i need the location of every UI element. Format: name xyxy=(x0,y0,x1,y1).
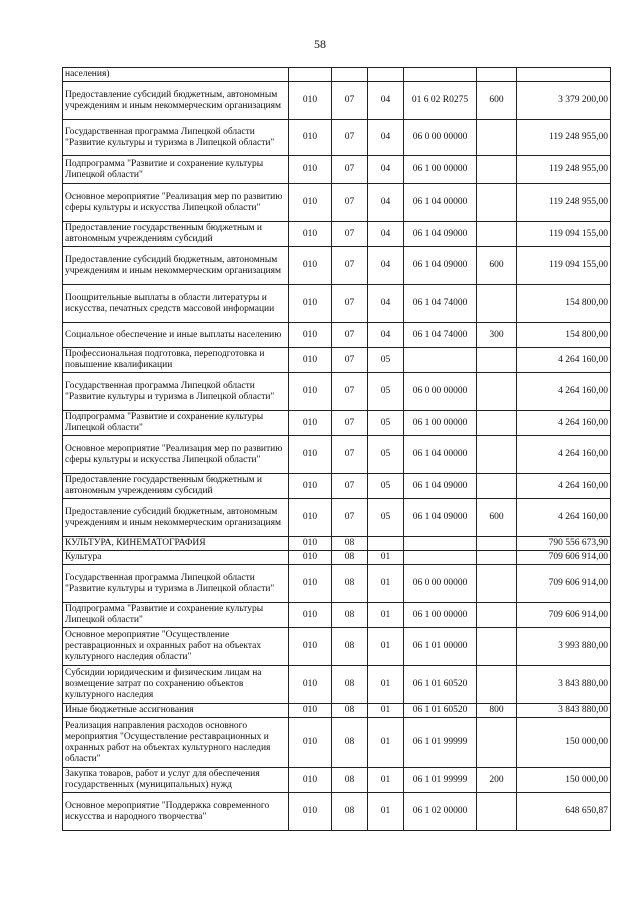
expense-type-cell xyxy=(477,68,517,82)
subsection-code-cell: 05 xyxy=(368,348,404,373)
amount-cell: 154 800,00 xyxy=(517,323,611,348)
amount-cell: 4 264 160,00 xyxy=(517,499,611,537)
item-name-cell: Подпрограмма "Развитие и сохранение культуры Липецкой области" xyxy=(63,156,289,184)
amount-cell: 150 000,00 xyxy=(517,718,611,768)
target-article-cell: 06 0 00 00000 xyxy=(404,565,477,603)
subsection-code-cell xyxy=(368,537,404,551)
subsection-code-cell: 01 xyxy=(368,603,404,628)
subsection-code-cell xyxy=(368,68,404,82)
item-name-cell: Основное мероприятие "Поддержка современного искусства и народного творчества" xyxy=(63,793,289,831)
amount-cell: 3 993 880,00 xyxy=(517,628,611,666)
subsection-code-cell: 01 xyxy=(368,793,404,831)
expense-type-cell xyxy=(477,793,517,831)
expense-type-cell xyxy=(477,184,517,222)
subsection-code-cell: 01 xyxy=(368,551,404,565)
ved-code-cell: 010 xyxy=(289,348,332,373)
subsection-code-cell: 01 xyxy=(368,565,404,603)
section-code-cell: 08 xyxy=(332,768,368,793)
expense-type-cell: 200 xyxy=(477,768,517,793)
table-row xyxy=(63,411,611,436)
expense-type-cell xyxy=(477,411,517,436)
amount-cell xyxy=(517,68,611,82)
target-article-cell: 06 1 04 00000 xyxy=(404,184,477,222)
ved-code-cell: 010 xyxy=(289,718,332,768)
section-code-cell xyxy=(332,68,368,82)
amount-cell: 119 248 955,00 xyxy=(517,156,611,184)
section-code-cell: 08 xyxy=(332,603,368,628)
ved-code-cell: 010 xyxy=(289,565,332,603)
ved-code-cell xyxy=(289,68,332,82)
item-name-cell: Социальное обеспечение и иные выплаты населению xyxy=(63,323,289,348)
expense-type-cell xyxy=(477,551,517,565)
ved-code-cell: 010 xyxy=(289,373,332,411)
subsection-code-cell: 04 xyxy=(368,285,404,323)
item-name-cell: Предоставление государственным бюджетным и автономным учреждениям субсидий xyxy=(63,474,289,499)
amount-cell: 709 606 914,00 xyxy=(517,603,611,628)
target-article-cell: 06 1 02 00000 xyxy=(404,793,477,831)
ved-code-cell: 010 xyxy=(289,704,332,718)
subsection-code-cell: 04 xyxy=(368,156,404,184)
table-row xyxy=(63,348,611,373)
section-code-cell: 08 xyxy=(332,793,368,831)
expense-type-cell xyxy=(477,373,517,411)
amount-cell: 4 264 160,00 xyxy=(517,411,611,436)
section-code-cell: 07 xyxy=(332,156,368,184)
amount-cell: 709 606 914,00 xyxy=(517,565,611,603)
section-code-cell: 08 xyxy=(332,565,368,603)
ved-code-cell: 010 xyxy=(289,411,332,436)
amount-cell: 119 248 955,00 xyxy=(517,184,611,222)
item-name-cell: Поощрительные выплаты в области литературы и искусства, печатных средств массовой информации xyxy=(63,285,289,323)
target-article-cell xyxy=(404,348,477,373)
section-code-cell: 07 xyxy=(332,82,368,120)
target-article-cell xyxy=(404,537,477,551)
section-code-cell: 07 xyxy=(332,222,368,247)
item-name-cell: Основное мероприятие "Реализация мер по развитию сферы культуры и искусства Липецкой области" xyxy=(63,184,289,222)
amount-cell: 4 264 160,00 xyxy=(517,348,611,373)
ved-code-cell: 010 xyxy=(289,436,332,474)
expense-type-cell xyxy=(477,285,517,323)
table-row xyxy=(63,551,611,565)
amount-cell: 648 650,87 xyxy=(517,793,611,831)
ved-code-cell: 010 xyxy=(289,537,332,551)
subsection-code-cell: 05 xyxy=(368,499,404,537)
section-code-cell: 07 xyxy=(332,120,368,156)
table-row xyxy=(63,373,611,411)
item-name-cell: Государственная программа Липецкой области "Развитие культуры и туризма в Липецкой области" xyxy=(63,373,289,411)
table-row xyxy=(63,474,611,499)
table-row xyxy=(63,82,611,120)
page-number: 58 xyxy=(314,37,326,51)
table-row xyxy=(63,603,611,628)
ved-code-cell: 010 xyxy=(289,603,332,628)
ved-code-cell: 010 xyxy=(289,156,332,184)
item-name-cell: Предоставление субсидий бюджетным, автономным учреждениям и иным некоммерческим организациям xyxy=(63,247,289,285)
subsection-code-cell: 04 xyxy=(368,184,404,222)
section-code-cell: 07 xyxy=(332,373,368,411)
item-name-cell: Иные бюджетные ассигнования xyxy=(63,704,289,718)
subsection-code-cell: 01 xyxy=(368,666,404,704)
table-row xyxy=(63,704,611,718)
expense-type-cell xyxy=(477,565,517,603)
table-row xyxy=(63,68,611,82)
expense-type-cell xyxy=(477,436,517,474)
amount-cell: 154 800,00 xyxy=(517,285,611,323)
section-code-cell: 08 xyxy=(332,704,368,718)
section-code-cell: 08 xyxy=(332,666,368,704)
amount-cell: 119 094 155,00 xyxy=(517,247,611,285)
target-article-cell: 06 1 04 09000 xyxy=(404,474,477,499)
budget-table xyxy=(62,67,611,831)
target-article-cell: 06 1 00 00000 xyxy=(404,156,477,184)
amount-cell: 790 556 673,90 xyxy=(517,537,611,551)
section-code-cell: 07 xyxy=(332,285,368,323)
expense-type-cell xyxy=(477,603,517,628)
expense-type-cell: 600 xyxy=(477,247,517,285)
item-name-cell: Основное мероприятие "Реализация мер по развитию сферы культуры и искусства Липецкой области" xyxy=(63,436,289,474)
expense-type-cell: 600 xyxy=(477,82,517,120)
table-row xyxy=(63,285,611,323)
target-article-cell xyxy=(404,68,477,82)
subsection-code-cell: 04 xyxy=(368,82,404,120)
target-article-cell: 06 0 00 00000 xyxy=(404,120,477,156)
budget-table-body xyxy=(63,68,611,831)
target-article-cell: 06 1 01 00000 xyxy=(404,628,477,666)
section-code-cell: 07 xyxy=(332,323,368,348)
section-code-cell: 08 xyxy=(332,628,368,666)
amount-cell: 150 000,00 xyxy=(517,768,611,793)
section-code-cell: 08 xyxy=(332,718,368,768)
item-name-cell: населения) xyxy=(63,68,289,82)
subsection-code-cell: 05 xyxy=(368,373,404,411)
expense-type-cell: 300 xyxy=(477,323,517,348)
expense-type-cell xyxy=(477,222,517,247)
ved-code-cell: 010 xyxy=(289,768,332,793)
item-name-cell: КУЛЬТУРА, КИНЕМАТОГРАФИЯ xyxy=(63,537,289,551)
section-code-cell: 08 xyxy=(332,551,368,565)
item-name-cell: Культура xyxy=(63,551,289,565)
table-row xyxy=(63,247,611,285)
target-article-cell: 06 1 04 00000 xyxy=(404,436,477,474)
item-name-cell: Предоставление субсидий бюджетным, автономным учреждениям и иным некоммерческим организациям xyxy=(63,82,289,120)
amount-cell: 119 094 155,00 xyxy=(517,222,611,247)
section-code-cell: 08 xyxy=(332,537,368,551)
amount-cell: 3 843 880,00 xyxy=(517,704,611,718)
target-article-cell: 06 1 04 74000 xyxy=(404,323,477,348)
item-name-cell: Основное мероприятие "Осуществление реставрационных и охранных работ на объектах культурного наследия области" xyxy=(63,628,289,666)
subsection-code-cell: 04 xyxy=(368,247,404,285)
expense-type-cell xyxy=(477,718,517,768)
target-article-cell: 06 1 00 00000 xyxy=(404,603,477,628)
expense-type-cell xyxy=(477,537,517,551)
target-article-cell: 06 1 04 09000 xyxy=(404,499,477,537)
table-row xyxy=(63,222,611,247)
item-name-cell: Государственная программа Липецкой области "Развитие культуры и туризма в Липецкой области" xyxy=(63,120,289,156)
item-name-cell: Предоставление субсидий бюджетным, автономным учреждениям и иным некоммерческим организациям xyxy=(63,499,289,537)
table-row xyxy=(63,499,611,537)
item-name-cell: Субсидии юридическим и физическим лицам на возмещение затрат по сохранению объектов культурного наследия xyxy=(63,666,289,704)
ved-code-cell: 010 xyxy=(289,247,332,285)
amount-cell: 3 843 880,00 xyxy=(517,666,611,704)
item-name-cell: Подпрограмма "Развитие и сохранение культуры Липецкой области" xyxy=(63,411,289,436)
ved-code-cell: 010 xyxy=(289,666,332,704)
table-row xyxy=(63,666,611,704)
target-article-cell: 06 0 00 00000 xyxy=(404,373,477,411)
target-article-cell: 06 1 01 99999 xyxy=(404,768,477,793)
table-row xyxy=(63,323,611,348)
table-row xyxy=(63,184,611,222)
target-article-cell xyxy=(404,551,477,565)
table-row xyxy=(63,565,611,603)
amount-cell: 4 264 160,00 xyxy=(517,436,611,474)
amount-cell: 119 248 955,00 xyxy=(517,120,611,156)
table-row xyxy=(63,628,611,666)
subsection-code-cell: 04 xyxy=(368,222,404,247)
expense-type-cell xyxy=(477,474,517,499)
expense-type-cell xyxy=(477,348,517,373)
item-name-cell: Подпрограмма "Развитие и сохранение культуры Липецкой области" xyxy=(63,603,289,628)
subsection-code-cell: 05 xyxy=(368,411,404,436)
ved-code-cell: 010 xyxy=(289,120,332,156)
section-code-cell: 07 xyxy=(332,474,368,499)
target-article-cell: 06 1 04 09000 xyxy=(404,247,477,285)
target-article-cell: 06 1 00 00000 xyxy=(404,411,477,436)
table-row xyxy=(63,436,611,474)
section-code-cell: 07 xyxy=(332,499,368,537)
amount-cell: 4 264 160,00 xyxy=(517,474,611,499)
subsection-code-cell: 01 xyxy=(368,768,404,793)
ved-code-cell: 010 xyxy=(289,222,332,247)
item-name-cell: Предоставление государственным бюджетным и автономным учреждениям субсидий xyxy=(63,222,289,247)
table-row xyxy=(63,156,611,184)
target-article-cell: 06 1 01 99999 xyxy=(404,718,477,768)
section-code-cell: 07 xyxy=(332,436,368,474)
item-name-cell: Государственная программа Липецкой области "Развитие культуры и туризма в Липецкой области" xyxy=(63,565,289,603)
target-article-cell: 06 1 04 09000 xyxy=(404,222,477,247)
target-article-cell: 06 1 04 74000 xyxy=(404,285,477,323)
ved-code-cell: 010 xyxy=(289,793,332,831)
target-article-cell: 06 1 01 60520 xyxy=(404,704,477,718)
item-name-cell: Закупка товаров, работ и услуг для обеспечения государственных (муниципальных) нужд xyxy=(63,768,289,793)
table-row xyxy=(63,768,611,793)
ved-code-cell: 010 xyxy=(289,551,332,565)
section-code-cell: 07 xyxy=(332,411,368,436)
expense-type-cell: 600 xyxy=(477,499,517,537)
ved-code-cell: 010 xyxy=(289,628,332,666)
ved-code-cell: 010 xyxy=(289,285,332,323)
table-row xyxy=(63,793,611,831)
ved-code-cell: 010 xyxy=(289,82,332,120)
subsection-code-cell: 04 xyxy=(368,323,404,348)
table-row xyxy=(63,120,611,156)
subsection-code-cell: 04 xyxy=(368,120,404,156)
section-code-cell: 07 xyxy=(332,348,368,373)
subsection-code-cell: 05 xyxy=(368,474,404,499)
expense-type-cell xyxy=(477,156,517,184)
target-article-cell: 01 6 02 R0275 xyxy=(404,82,477,120)
amount-cell: 4 264 160,00 xyxy=(517,373,611,411)
amount-cell: 3 379 200,00 xyxy=(517,82,611,120)
table-row xyxy=(63,718,611,768)
table-row xyxy=(63,537,611,551)
subsection-code-cell: 01 xyxy=(368,628,404,666)
ved-code-cell: 010 xyxy=(289,184,332,222)
expense-type-cell xyxy=(477,628,517,666)
amount-cell: 709 606 914,00 xyxy=(517,551,611,565)
item-name-cell: Профессиональная подготовка, переподготовка и повышение квалификации xyxy=(63,348,289,373)
item-name-cell: Реализация направления расходов основного мероприятия "Осуществление реставрационных и охранных работ на объектах культурного наследия области" xyxy=(63,718,289,768)
expense-type-cell xyxy=(477,120,517,156)
expense-type-cell: 800 xyxy=(477,704,517,718)
subsection-code-cell: 01 xyxy=(368,704,404,718)
section-code-cell: 07 xyxy=(332,247,368,285)
expense-type-cell xyxy=(477,666,517,704)
subsection-code-cell: 01 xyxy=(368,718,404,768)
ved-code-cell: 010 xyxy=(289,474,332,499)
ved-code-cell: 010 xyxy=(289,323,332,348)
section-code-cell: 07 xyxy=(332,184,368,222)
target-article-cell: 06 1 01 60520 xyxy=(404,666,477,704)
ved-code-cell: 010 xyxy=(289,499,332,537)
subsection-code-cell: 05 xyxy=(368,436,404,474)
